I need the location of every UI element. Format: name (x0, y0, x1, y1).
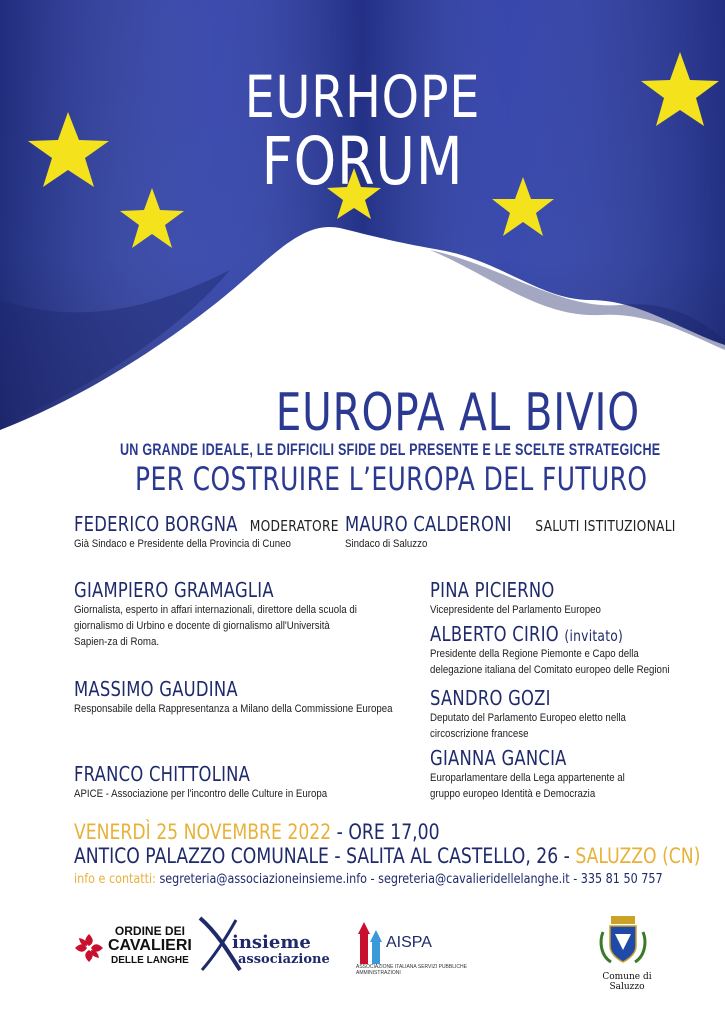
contacts-line (74, 872, 663, 887)
event-date: VENERDÌ 25 NOVEMBRE 2022 (74, 820, 332, 844)
speaker-name: FEDERICO BORGNA (74, 512, 238, 536)
speaker-description: APICE - Associazione per l'incontro delle Culture in Europa (74, 788, 328, 800)
speaker-description: Già Sindaco e Presidente della Provincia di Cuneo (74, 538, 291, 550)
logo-insieme-associazione (196, 914, 331, 974)
cavalieri-emblem-icon (72, 931, 106, 965)
speaker-name: MASSIMO GAUDINA (74, 677, 238, 701)
speaker-name: MAURO CALDERONI (345, 512, 512, 536)
associazione-text: associazione (238, 952, 330, 967)
host-greetings (345, 512, 725, 552)
speaker-right-3 (430, 686, 675, 742)
speaker-description: Giornalista, esperto in affari internazionali, direttore della scuola di giornalismo di Urbino e docente di giornalismo all'Università Sapien-za di Roma. (74, 604, 357, 648)
event-venue: ANTICO PALAZZO COMUNALE - SALITA AL CASTELLO, 26 - (74, 844, 570, 868)
title-line-1: EURHOPE (244, 63, 481, 131)
speaker-right-2 (430, 622, 720, 678)
speaker-name: FRANCO CHITTOLINA (74, 762, 251, 786)
aispa-caption: ASSOCIAZIONE ITALIANA SERVIZI PUBBLICHE AMMINISTRAZIONI (356, 964, 467, 976)
headline-line3: PER COSTRUIRE L’EUROPA DEL FUTURO (135, 460, 648, 498)
speaker-role: MODERATORE (249, 517, 339, 535)
speaker-name: GIAMPIERO GRAMAGLIA (74, 578, 274, 602)
speaker-note: (invitato) (564, 627, 624, 645)
speaker-description: Sindaco di Saluzzo (345, 538, 428, 550)
logo-aispa (356, 918, 467, 978)
speaker-name: ALBERTO CIRIO (430, 622, 559, 646)
contacts-label: info e contatti: (74, 872, 156, 887)
speaker-description: Europarlamentare della Lega appartenente al gruppo europeo Identità e Democrazia (430, 772, 625, 800)
event-venue-line (74, 844, 700, 868)
speaker-name: PINA PICIERNO (430, 578, 555, 602)
title-line-2: FORUM (261, 123, 464, 200)
cavalieri-text-3: DELLE LANGHE (111, 955, 189, 966)
speaker-right-1 (430, 578, 700, 618)
speaker-description: Vicepresidente del Parlamento Europeo (430, 604, 601, 616)
cavalieri-text-1: ORDINE DEI (114, 924, 185, 938)
aispa-arrows-icon (358, 920, 386, 964)
speaker-description: Deputato del Parlamento Europeo eletto nella circoscrizione francese (430, 712, 626, 740)
saluzzo-caption: Comune di Saluzzo (602, 972, 652, 992)
cavalieri-text-2: CAVALIERI (108, 937, 192, 954)
event-datetime (74, 820, 520, 844)
saluzzo-crest-icon (597, 912, 649, 968)
logo-comune-di-saluzzo (585, 912, 665, 992)
headline-subtitle: UN GRANDE IDEALE, LE DIFFICILI SFIDE DEL PRESENTE E LE SCELTE STRATEGICHE (120, 440, 661, 459)
speaker-left-3 (74, 762, 414, 802)
speaker-name: SANDRO GOZI (430, 686, 551, 710)
aispa-text: AISPA (386, 934, 432, 951)
speaker-right-4 (430, 746, 675, 802)
logo-cavalieri-delle-langhe (72, 924, 192, 975)
contacts-info[interactable]: segreteria@associazioneinsieme.info - segreteria@cavalieridellelanghe.it - 335 81 50 757 (159, 872, 663, 887)
speaker-left-1 (74, 578, 374, 650)
headline (40, 384, 640, 442)
insieme-text: insieme (232, 932, 311, 953)
speaker-role: SALUTI ISTITUZIONALI (535, 517, 676, 535)
event-time: - ORE 17,00 (336, 820, 440, 844)
headline-main: EUROPA AL BIVIO (275, 383, 640, 443)
speaker-description: Presidente della Regione Piemonte e Capo della delegazione italiana del Comitato europeo delle Regioni (430, 648, 670, 676)
forum-title (0, 63, 725, 200)
event-city: SALUZZO (CN) (575, 844, 701, 868)
speaker-description: Responsabile della Rappresentanza a Milano della Commissione Europea (74, 703, 393, 715)
speaker-left-2 (74, 677, 414, 717)
speaker-name: GIANNA GANCIA (430, 746, 567, 770)
